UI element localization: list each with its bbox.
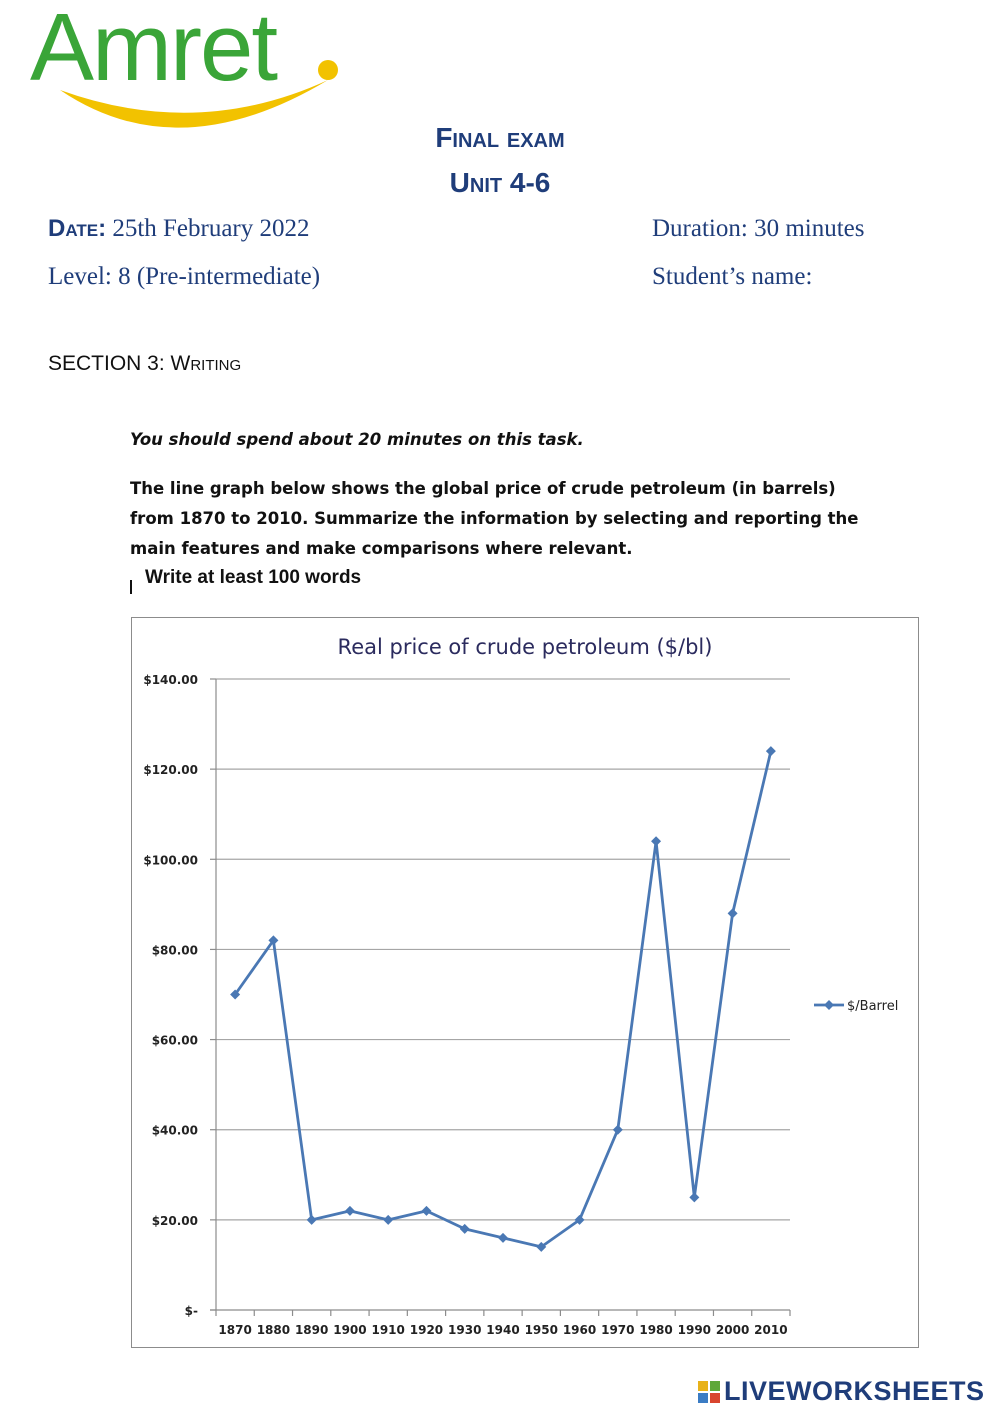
exam-unit: Unit 4-6 (449, 167, 551, 198)
section-number: SECTION 3: (48, 352, 171, 375)
data-point (307, 1215, 317, 1225)
x-tick-label: 2010 (754, 1323, 788, 1337)
data-point (766, 746, 776, 756)
data-point (421, 1206, 431, 1216)
y-tick-label: $100.00 (143, 853, 198, 868)
exam-title: Final exam (435, 122, 565, 153)
task-time-note: You should spend about 20 minutes on this task. (130, 430, 584, 449)
line-chart (132, 618, 918, 1347)
data-point (651, 836, 661, 846)
student-name-label: Student’s name: (652, 263, 813, 290)
x-tick-label: 1960 (562, 1323, 597, 1337)
x-tick-label: 1890 (294, 1323, 329, 1337)
date-row (48, 215, 310, 243)
date-label: Date: (48, 215, 107, 242)
legend-label: $/Barrel (847, 999, 899, 1014)
section-heading (48, 352, 241, 376)
data-point (460, 1224, 470, 1234)
date-value: 25th February 2022 (112, 215, 310, 242)
text-cursor-mark (130, 580, 132, 594)
x-tick-label: 2000 (715, 1323, 750, 1337)
data-point (345, 1206, 355, 1216)
legend-marker (824, 1000, 834, 1010)
data-point (689, 1192, 699, 1202)
x-tick-label: 1910 (371, 1323, 405, 1337)
level: Level: 8 (Pre-intermediate) (48, 263, 321, 290)
x-tick-label: 1970 (601, 1323, 635, 1337)
y-tick-label: $20.00 (151, 1213, 198, 1228)
logo-text: Amret (30, 0, 277, 101)
x-tick-label: 1920 (409, 1323, 444, 1337)
x-tick-label: 1880 (256, 1323, 291, 1337)
x-tick-label: 1980 (639, 1323, 673, 1337)
data-point (498, 1233, 508, 1243)
chart-title: Real price of crude petroleum ($/bl) (337, 635, 713, 659)
duration: Duration: 30 minutes (652, 215, 865, 242)
section-name: Writing (170, 352, 242, 375)
x-tick-label: 1950 (524, 1323, 558, 1337)
x-tick-label: 1870 (218, 1323, 252, 1337)
chart-container (131, 617, 919, 1348)
data-point (383, 1215, 393, 1225)
footer-brand: LIVEWORKSHEETS (724, 1376, 985, 1406)
data-point (728, 908, 738, 918)
y-tick-label: $- (184, 1304, 198, 1318)
y-tick-label: $140.00 (143, 673, 198, 687)
liveworksheets-logo-icon (698, 1381, 720, 1403)
x-tick-label: 1940 (486, 1323, 520, 1337)
x-tick-label: 1990 (677, 1323, 712, 1337)
y-tick-label: $80.00 (151, 943, 198, 958)
task-word-limit: Write at least 100 words (145, 567, 362, 588)
task-instructions: The line graph below shows the global price of crude petroleum (in barrels) from 1870 to 2010. Summarize the information by selecting and reporting the main features and make comparisons where relevant. (130, 479, 859, 558)
y-tick-label: $40.00 (151, 1123, 198, 1138)
x-tick-label: 1900 (333, 1323, 367, 1337)
y-tick-label: $120.00 (143, 763, 198, 778)
data-point (613, 1125, 623, 1135)
x-tick-label: 1930 (448, 1323, 482, 1337)
y-tick-label: $60.00 (151, 1033, 198, 1048)
series-line (235, 751, 771, 1247)
